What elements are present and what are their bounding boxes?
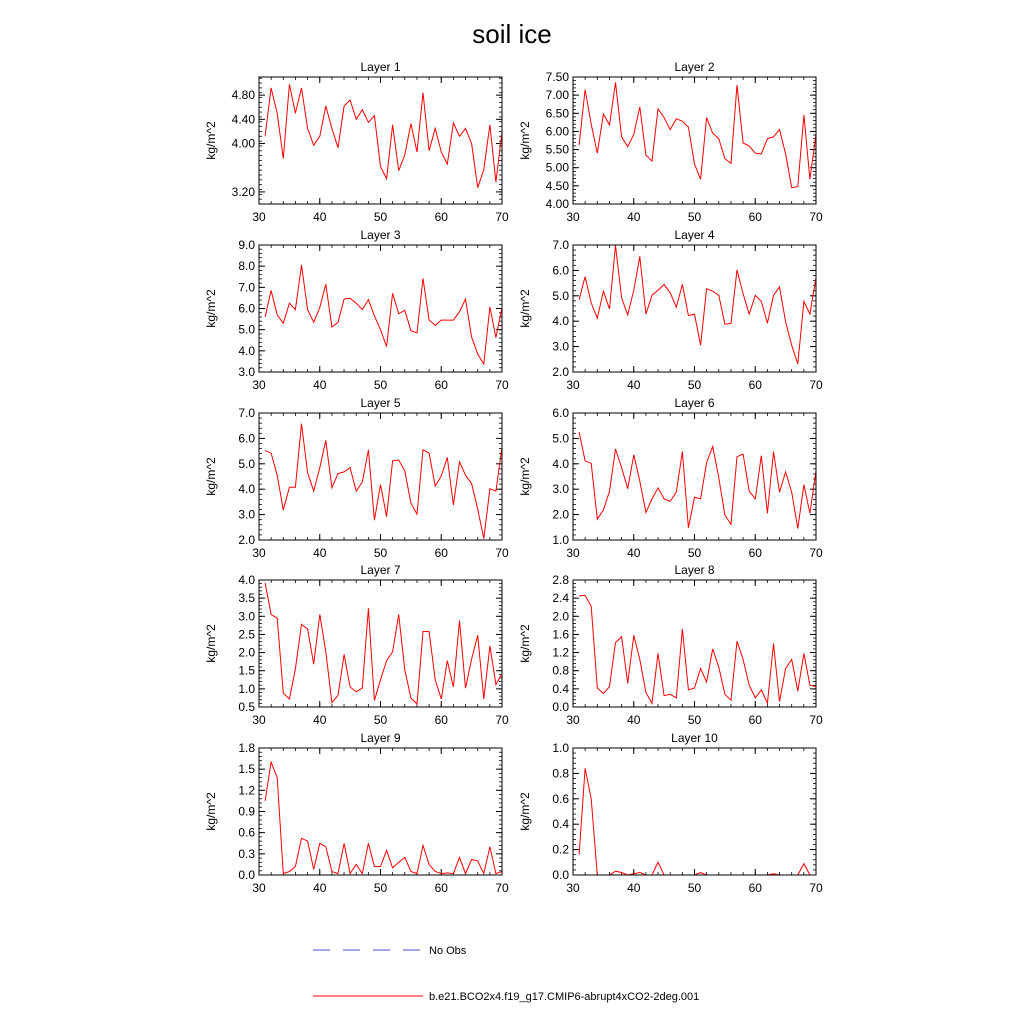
series-line [579,82,816,187]
x-tick-label: 30 [252,881,266,895]
panel-title: Layer 4 [674,228,715,242]
x-tick-label: 60 [434,881,448,895]
plot-frame [259,748,502,875]
y-tick-label: 6.0 [238,431,255,446]
panel-layer-3 [204,228,509,392]
chart-title: soil ice [472,19,552,49]
y-tick-label: 6.0 [552,263,569,278]
x-tick-label: 70 [495,546,509,560]
x-tick-label: 40 [627,210,641,224]
y-tick-label: 6.0 [238,301,255,316]
y-tick-label: 0.2 [552,842,569,857]
x-tick-label: 40 [313,881,327,895]
series-line [579,432,816,528]
series-line [579,768,816,875]
y-tick-label: 0.0 [238,868,255,882]
y-tick-label: 5.0 [238,322,255,337]
x-tick-label: 40 [627,881,641,895]
x-tick-label: 70 [495,713,509,727]
y-tick-label: 5.0 [552,288,569,303]
y-tick-label: 0.6 [238,825,255,840]
y-axis-label: kg/m^2 [204,457,218,496]
x-tick-label: 60 [434,546,448,560]
y-tick-label: 4.00 [231,136,255,151]
y-tick-label: 1.0 [552,533,569,547]
y-tick-label: 4.00 [545,197,569,211]
x-tick-label: 60 [434,713,448,727]
x-tick-label: 50 [687,378,702,392]
y-tick-label: 8.0 [238,259,255,274]
y-tick-label: 2.0 [552,609,569,624]
x-tick-label: 40 [627,546,641,560]
y-tick-label: 3.5 [238,591,255,606]
y-tick-label: 2.0 [238,533,255,547]
series-line [265,583,502,704]
y-axis-label: kg/m^2 [518,792,532,831]
y-tick-label: 3.0 [552,339,569,354]
x-tick-label: 70 [495,881,509,895]
y-tick-label: 7.00 [545,88,569,103]
y-tick-label: 7.0 [238,406,255,420]
panel-title: Layer 6 [674,396,715,410]
x-tick-label: 70 [495,210,509,224]
y-axis-label: kg/m^2 [204,792,218,831]
panel-title: Layer 5 [360,396,401,410]
y-tick-label: 5.00 [545,160,569,175]
x-tick-label: 60 [748,378,762,392]
y-tick-label: 1.5 [238,663,255,678]
y-axis-label: kg/m^2 [204,624,218,663]
plot-frame [573,413,816,540]
plot-frame [573,748,816,875]
x-tick-label: 50 [687,546,702,560]
x-tick-label: 70 [809,378,823,392]
y-tick-label: 7.0 [238,280,255,295]
y-tick-label: 0.0 [552,700,569,714]
plot-frame [259,413,502,540]
x-tick-label: 50 [373,713,388,727]
y-tick-label: 9.0 [238,238,255,252]
panel-title: Layer 8 [674,563,715,577]
plot-frame [573,77,816,204]
y-tick-label: 0.4 [552,817,569,832]
y-tick-label: 4.0 [552,456,569,471]
y-tick-label: 1.2 [238,783,255,798]
y-tick-label: 0.5 [238,700,255,714]
y-tick-label: 4.0 [238,573,255,587]
y-tick-label: 1.8 [238,741,255,755]
y-tick-label: 4.80 [231,88,255,103]
legend-label: b.e21.BCO2x4.f19_g17.CMIP6-abrupt4xCO2-2deg.001 [429,991,700,1003]
x-tick-label: 50 [687,713,702,727]
y-tick-label: 6.00 [545,124,569,139]
x-tick-label: 60 [748,546,762,560]
x-tick-label: 40 [313,713,327,727]
x-tick-label: 60 [434,210,448,224]
y-tick-label: 0.6 [552,791,569,806]
y-tick-label: 6.50 [545,106,569,121]
x-tick-label: 50 [373,881,388,895]
x-tick-label: 60 [748,881,762,895]
y-axis-label: kg/m^2 [518,457,532,496]
y-tick-label: 0.8 [552,766,569,781]
panel-layer-8 [518,563,823,727]
panel-layer-1 [204,60,509,224]
panel-title: Layer 3 [360,228,401,242]
y-tick-label: 2.8 [552,573,569,587]
panel-title: Layer 10 [671,731,718,745]
x-tick-label: 50 [373,378,388,392]
y-axis-label: kg/m^2 [204,289,218,328]
y-tick-label: 1.5 [238,762,255,777]
y-tick-label: 2.4 [552,591,569,606]
x-tick-label: 30 [566,546,580,560]
y-tick-label: 0.8 [552,663,569,678]
y-tick-label: 7.0 [552,238,569,252]
series-line [265,424,502,539]
x-tick-label: 40 [313,378,327,392]
y-tick-label: 5.50 [545,142,569,157]
y-axis-label: kg/m^2 [518,121,532,160]
panel-grid [204,60,823,895]
panel-title: Layer 1 [360,60,401,74]
y-tick-label: 2.0 [552,507,569,522]
y-axis-label: kg/m^2 [518,624,532,663]
panel-layer-4 [518,228,823,392]
y-tick-label: 5.0 [238,456,255,471]
y-tick-label: 3.0 [238,609,255,624]
legend [313,945,699,1003]
x-tick-label: 70 [809,713,823,727]
panel-layer-7 [204,563,509,727]
x-tick-label: 40 [627,713,641,727]
x-tick-label: 50 [687,881,702,895]
y-tick-label: 2.5 [238,627,255,642]
y-tick-label: 3.0 [238,365,255,379]
x-tick-label: 70 [809,546,823,560]
y-tick-label: 1.0 [552,741,569,755]
series-line [265,265,502,364]
x-tick-label: 50 [373,210,388,224]
series-line [579,595,816,703]
y-axis-label: kg/m^2 [518,289,532,328]
y-tick-label: 0.9 [238,804,255,819]
x-tick-label: 40 [313,546,327,560]
y-tick-label: 2.0 [238,645,255,660]
x-tick-label: 30 [566,378,580,392]
x-tick-label: 40 [627,378,641,392]
y-tick-label: 4.50 [545,178,569,193]
panel-layer-2 [518,60,823,224]
y-tick-label: 1.6 [552,627,569,642]
x-tick-label: 30 [566,881,580,895]
y-tick-label: 2.0 [552,365,569,379]
panel-layer-9 [204,731,509,895]
y-tick-label: 5.0 [552,431,569,446]
panel-layer-6 [518,396,823,560]
y-tick-label: 1.2 [552,645,569,660]
y-tick-label: 4.0 [552,314,569,329]
x-tick-label: 40 [313,210,327,224]
panel-layer-5 [204,396,509,560]
y-tick-label: 3.0 [238,507,255,522]
x-tick-label: 30 [252,713,266,727]
series-line [265,84,502,187]
x-tick-label: 30 [252,210,266,224]
x-tick-label: 30 [252,378,266,392]
y-tick-label: 0.3 [238,846,255,861]
y-tick-label: 4.0 [238,482,255,497]
x-tick-label: 30 [566,713,580,727]
y-tick-label: 3.0 [552,482,569,497]
y-axis-label: kg/m^2 [204,121,218,160]
series-line [265,762,502,874]
y-tick-label: 4.40 [231,112,255,127]
plot-frame [259,77,502,204]
panel-layer-10 [518,731,823,895]
panel-title: Layer 7 [360,563,401,577]
panel-title: Layer 2 [674,60,715,74]
panel-title: Layer 9 [360,731,401,745]
y-tick-label: 0.4 [552,681,569,696]
x-tick-label: 30 [566,210,580,224]
y-tick-label: 4.0 [238,343,255,358]
y-tick-label: 0.0 [552,868,569,882]
y-tick-label: 7.50 [545,70,569,84]
x-tick-label: 50 [687,210,702,224]
y-tick-label: 1.0 [238,681,255,696]
x-tick-label: 60 [748,713,762,727]
x-tick-label: 70 [809,881,823,895]
series-line [579,246,816,364]
x-tick-label: 70 [809,210,823,224]
legend-label: No Obs [429,945,467,957]
y-tick-label: 3.20 [231,184,255,199]
x-tick-label: 50 [373,546,388,560]
x-tick-label: 60 [748,210,762,224]
x-tick-label: 70 [495,378,509,392]
x-tick-label: 30 [252,546,266,560]
x-tick-label: 60 [434,378,448,392]
y-tick-label: 6.0 [552,406,569,420]
